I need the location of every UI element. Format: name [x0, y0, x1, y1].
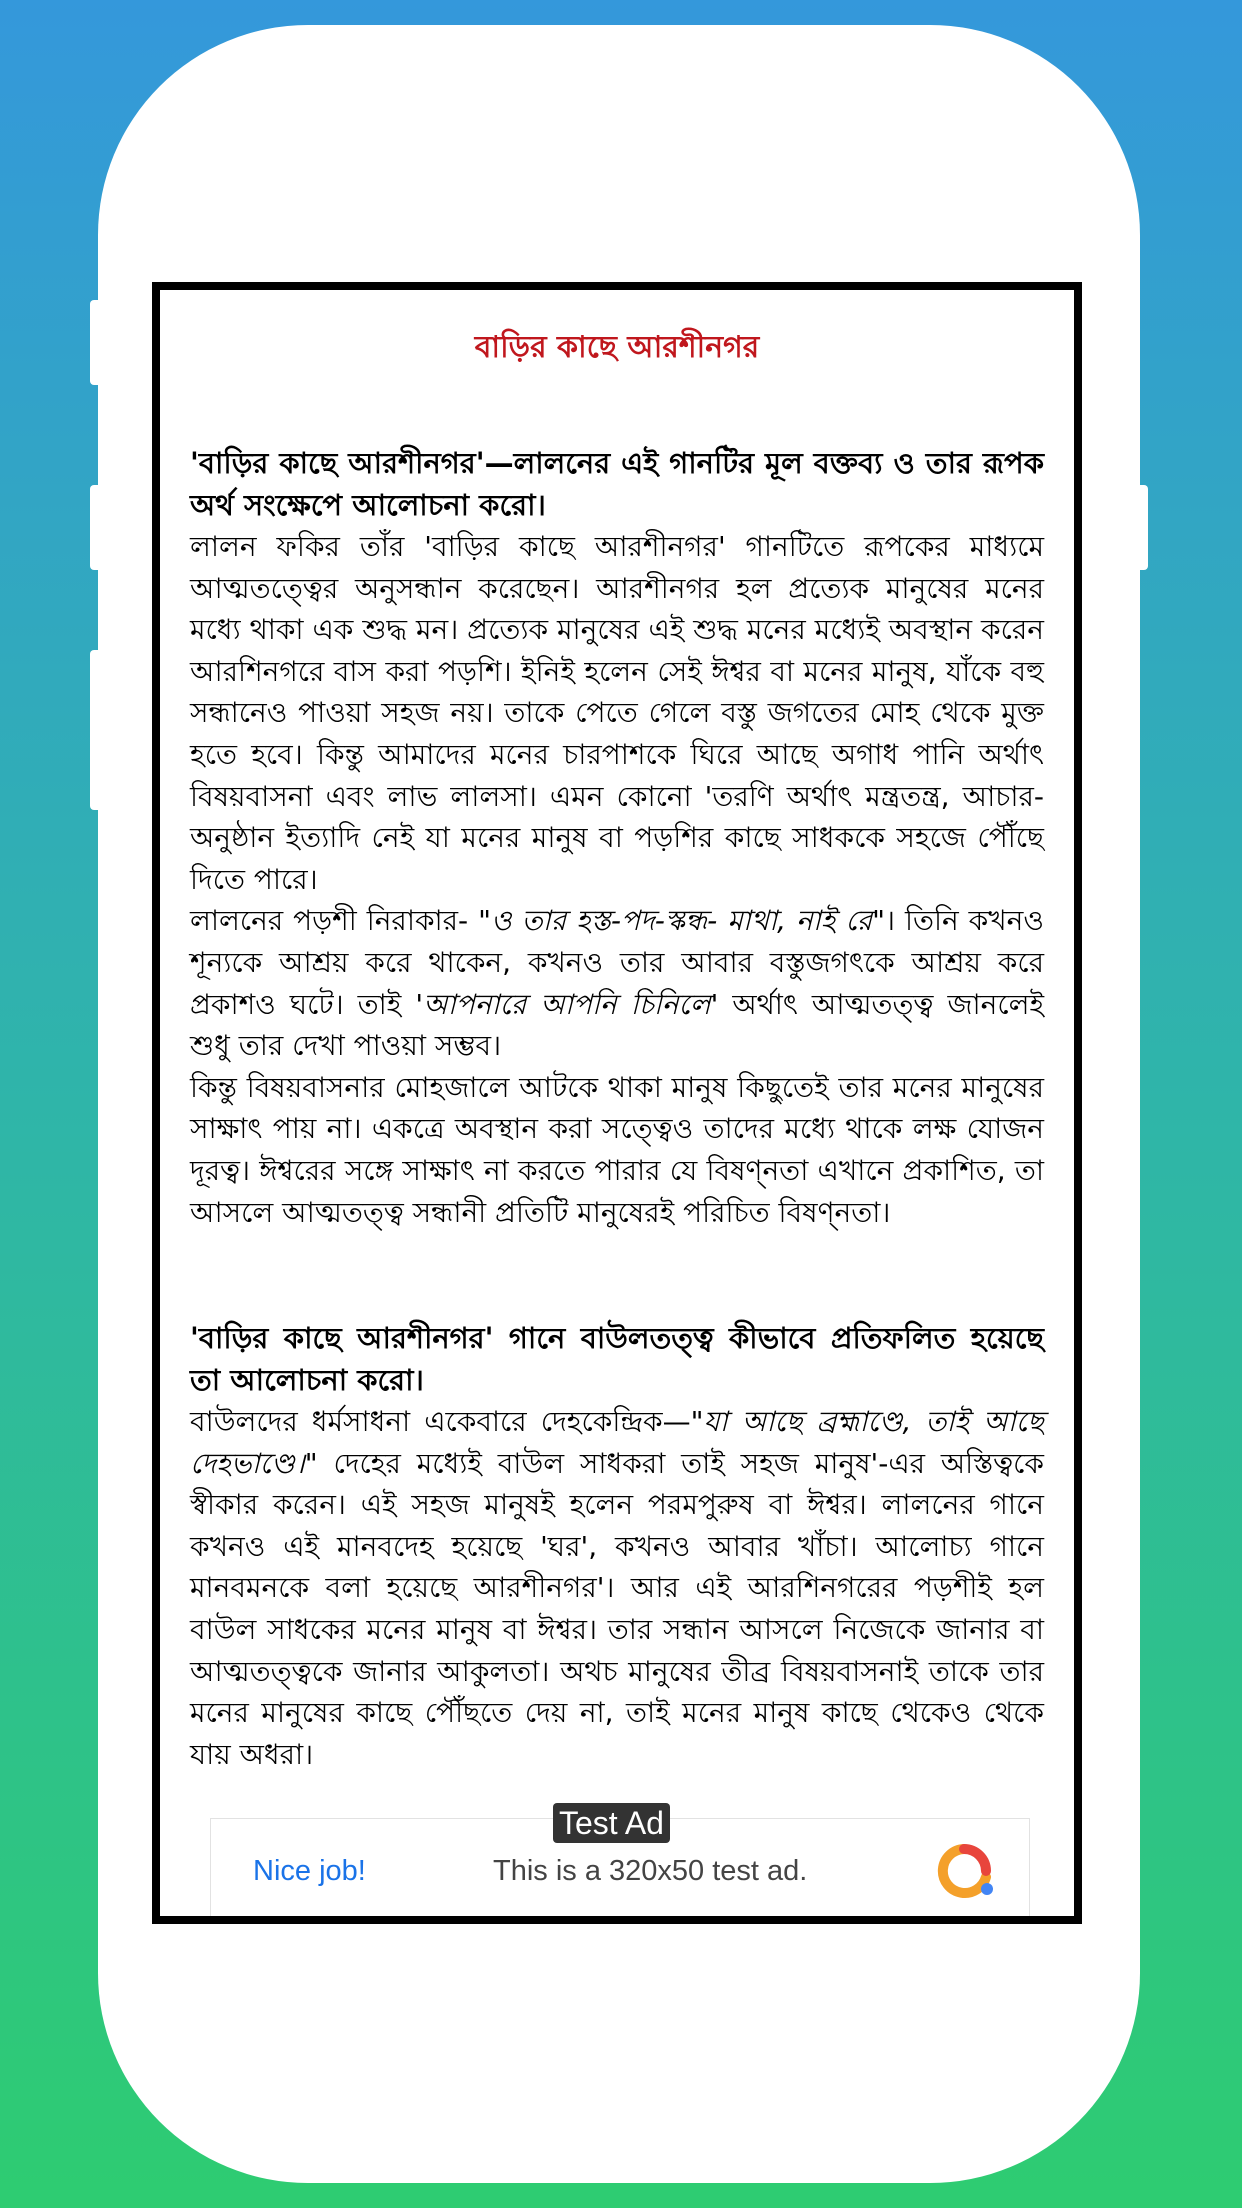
article-screen[interactable]: [152, 282, 1082, 1924]
banner-ad[interactable]: [210, 1805, 1030, 1924]
article-title: বাড়ির কাছে আরশীনগর: [474, 330, 760, 365]
answer-paragraph: লালন ফকির তাঁর 'বাড়ির কাছে আরশীনগর' গানটিতে রূপকের মাধ্যমে আত্মতত্ত্বের অনুসন্ধান করেছেন। আরশীনগর হল প্রত্যেক মানুষের মনের মধ্যে থাকা এক শুদ্ধ মন। প্রত্যেক মানুষের এই শুদ্ধ মনের মধ্যেই অবস্থান করেন আরশিনগরে বাস করা পড়শি। ইনিই হলেন সেই ঈশ্বর বা মনের মানুষ, যাঁকে বহু সন্ধানেও পাওয়া সহজ নয়। তাকে পেতে গেলে বস্তু জগতের মোহ থেকে মুক্ত হতে হবে। কিন্তু আমাদের মনের চারপাশকে ঘিরে আছে অগাধ পানি অর্থাৎ বিষয়বাসনা এবং লাভ লালসা। এমন কোনো 'তরণি অর্থাৎ মন্ত্রতন্ত্র, আচার-অনুষ্ঠান ইত্যাদি নেই যা মনের মানুষ বা পড়শির কাছে সাধককে সহজে পৌঁছে দিতে পারে।: [190, 530, 1044, 896]
question-heading: 'বাড়ির কাছে আরশীনগর' গানে বাউলতত্ত্ব কীভাবে প্রতিফলিত হয়েছে তা আলোচনা করো।: [190, 1321, 1044, 1398]
question-heading: 'বাড়ির কাছে আরশীনগর'—লালনের এই গানটির মূল বক্তব্য ও তার রূপক অর্থ সংক্ষেপে আলোচনা করো।: [190, 446, 1044, 522]
answer-paragraph: বাউলদের ধর্মসাধনা একেবারে দেহকেন্দ্রিক—"যা আছে ব্রহ্মাণ্ডে, তাই আছে দেহভাণ্ডে।" দেহের মধ্যেই বাউল সাধকরা তাই সহজ মানুষ'-এর অস্তিত্বকে স্বীকার করেন। এই সহজ মানুষই হলেন পরমপুরুষ বা ঈশ্বর। লালনের গানে কখনও এই মানবদেহ হয়েছে 'ঘর', কখনও আবার খাঁচা। আলোচ্য গানে মানবমনকে বলা হয়েছে আরশীনগর'। আর এই আরশিনগরের পড়শীই হল বাউল সাধকের মনের মানুষ বা ঈশ্বর। তার সন্ধান আসলে নিজেকে জানার বা আত্মতত্ত্বকে জানার আকুলতা। অথচ মানুষের তীব্র বিষয়বাসনাই তাকে তার মনের মানুষের কাছে পৌঁছতে দেয় না, তাই মনের মানুষ কাছে থেকেও থেকে যায় অধরা।: [190, 1405, 1044, 1771]
article-content: [190, 290, 1044, 1775]
test-ad-label: Test Ad: [553, 1803, 670, 1843]
answer-paragraph: লালনের পড়শী নিরাকার- "ও তার হস্ত-পদ-স্কন্ধ- মাথা, নাই রে"। তিনি কখনও শূন্যকে আশ্রয় করে থাকেন, কখনও তার আবার বস্তুজগৎকে আশ্রয় করে প্রকাশও ঘটে। তাই 'আপনারে আপনি চিনিলে' অর্থাৎ আত্মতত্ত্ব জানলেই শুধু তার দেখা পাওয়া সম্ভব।: [190, 904, 1045, 1063]
admob-logo-icon: [931, 1843, 997, 1899]
ad-cta-text[interactable]: Nice job!: [253, 1855, 366, 1887]
power-button: [1136, 485, 1148, 570]
side-key-left: [90, 650, 102, 810]
volume-up-button: [90, 300, 102, 385]
ad-description: This is a 320x50 test ad.: [493, 1855, 808, 1887]
answer-paragraph: কিন্তু বিষয়বাসনার মোহজালে আটকে থাকা মানুষ কিছুতেই তার মনের মানুষের সাক্ষাৎ পায় না। একত্রে অবস্থান করা সত্ত্বেও তাদের মধ্যে থাকে লক্ষ যোজন দূরত্ব। ঈশ্বরের সঙ্গে সাক্ষাৎ না করতে পারার যে বিষণ্নতা এখানে প্রকাশিত, তা আসলে আত্মতত্ত্ব সন্ধানী প্রতিটি মানুষেরই পরিচিত বিষণ্নতা।: [190, 1070, 1044, 1229]
volume-down-button: [90, 485, 102, 570]
